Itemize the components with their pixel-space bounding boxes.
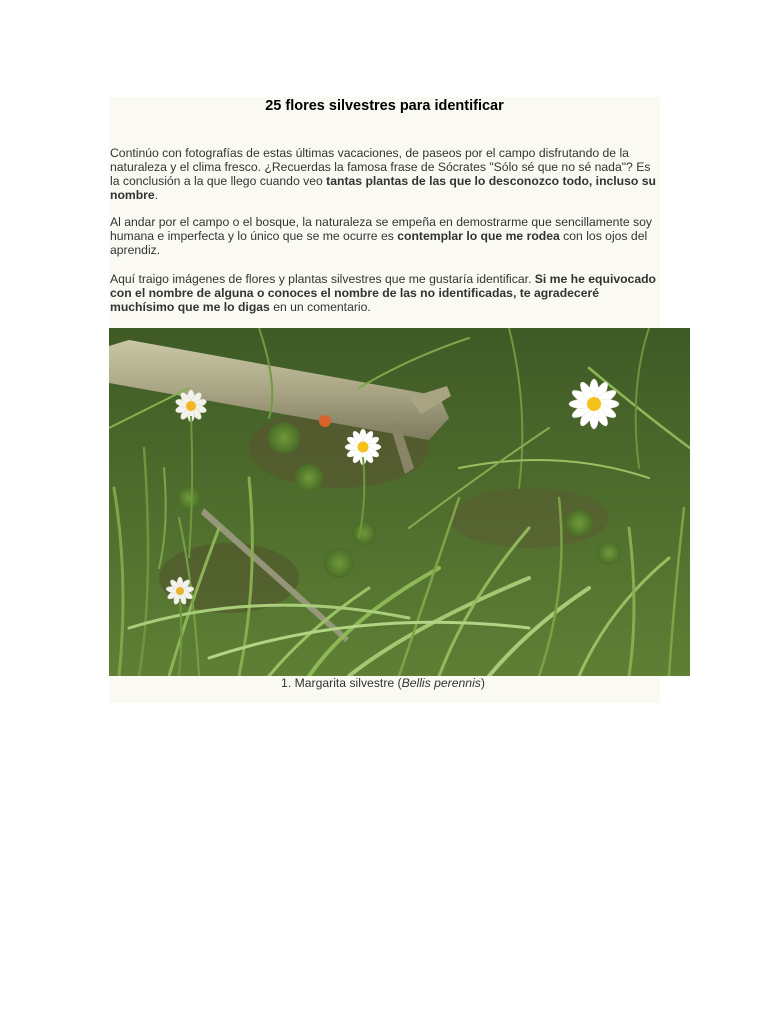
second-text: Al andar por el campo o el bosque, la naturaleza se empeña en demostrarme que sencillamente soy humana e imperfecta y lo único que se me ocurre es bbox=[110, 215, 652, 243]
caption-species: Bellis perennis bbox=[401, 676, 481, 690]
leaf bbox=[268, 422, 300, 454]
intro-text-end: . bbox=[154, 188, 159, 202]
photo-caption bbox=[109, 676, 657, 691]
daisy-photo bbox=[109, 328, 690, 676]
intro-text: Continúo con fotografías de estas últimas vacaciones, de paseos por el campo disfrutando de la naturaleza y el clima fresco. ¿Recuerdas la famosa frase de Sócrates "Sólo sé que no sé nada"? Es la conclusión a la que llego cuando veo bbox=[110, 146, 651, 188]
leaf bbox=[177, 486, 201, 510]
article bbox=[109, 97, 660, 703]
orange-flower bbox=[319, 415, 331, 427]
leaf bbox=[324, 548, 354, 578]
second-paragraph bbox=[110, 215, 658, 257]
intro-paragraph bbox=[110, 146, 658, 202]
third-text: Aquí traigo imágenes de flores y plantas silvestres que me gustaría identificar. bbox=[110, 272, 535, 286]
intro-bold-text: tantas plantas de las que lo desconozco todo, incluso su nombre bbox=[110, 174, 656, 202]
second-text-end: con los ojos del aprendiz. bbox=[110, 229, 648, 257]
second-bold-text: contemplar lo que me rodea bbox=[397, 229, 560, 243]
article-title: 25 flores silvestres para identificar bbox=[265, 98, 504, 114]
caption-prefix: 1. Margarita silvestre ( bbox=[281, 676, 402, 690]
leaf bbox=[565, 509, 593, 537]
leaf bbox=[597, 541, 621, 565]
leaf bbox=[295, 464, 323, 492]
third-paragraph bbox=[110, 272, 658, 314]
caption-suffix: ) bbox=[480, 676, 485, 690]
third-bold-text: Si me he equivocado con el nombre de alguna o conoces el nombre de las no identificadas, te agradeceré muchísimo que me lo digas bbox=[110, 272, 656, 314]
third-text-end: en un comentario. bbox=[269, 300, 371, 314]
leaf bbox=[352, 521, 376, 545]
